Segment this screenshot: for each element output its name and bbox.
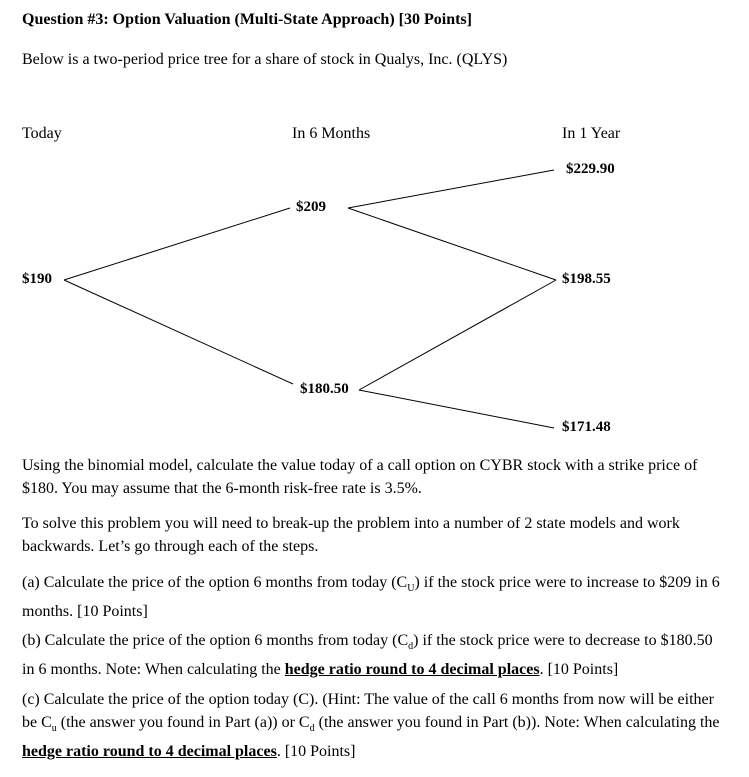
price-down: $180.50 <box>300 381 349 397</box>
line-209-to-19855 <box>348 208 556 280</box>
price-up-up: $229.90 <box>566 161 615 177</box>
line-209-to-22990 <box>348 170 554 208</box>
price-today: $190 <box>22 271 52 287</box>
price-up-down: $198.55 <box>562 271 611 287</box>
part-c: (c) Calculate the price of the option today (C). (Hint: The value of the call 6 months from now will be either be $C_u$ (the answer you found in Part (a)) or $C_d$ (the answer you found in Part (b)). Note: When calculating the hedge ratio round to 4 decimal places. [10 Points] <box>22 691 720 761</box>
column-today: Today <box>22 125 62 142</box>
part-b: (b) Calculate the price of the option 6 months from today $(C_d)$ if the stock price were to decrease to $180.50 in 6 months. Note: When calculating the hedge ratio round to 4 decimal places. [10 Points] <box>22 632 713 679</box>
problem-paragraph: Using the binomial model, calculate the value today of a call option on CYBR stock with a strike price of $180. You may assume that the 6-month risk-free rate is 3.5%. <box>22 457 698 497</box>
intro-text: Below is a two-period price tree for a share of stock in Qualys, Inc. (QLYS) <box>22 51 508 68</box>
column-6-months: In 6 Months <box>292 125 371 142</box>
part-a: (a) Calculate the price of the option 6 months from today $(C_U)$ if the stock price were to increase to $209 in 6 months. [10 Points] <box>22 574 720 621</box>
line-18050-to-17148 <box>359 390 554 428</box>
hedge-ratio-note: hedge ratio round to 4 decimal places <box>22 743 277 761</box>
line-18050-to-19855 <box>359 280 556 390</box>
price-down-down: $171.48 <box>562 419 611 435</box>
line-190-to-18050 <box>64 280 293 384</box>
question-title: Question #3: Option Valuation (Multi-State Approach) [30 Points] <box>22 11 472 28</box>
line-190-to-209 <box>64 208 290 280</box>
instructions-paragraph: To solve this problem you will need to break-up the problem into a number of 2 state models and work backwards. Let’s go through each of the steps. <box>22 515 680 555</box>
price-up: $209 <box>296 199 326 215</box>
column-1-year: In 1 Year <box>562 125 621 142</box>
hedge-ratio-note: hedge ratio round to 4 decimal places <box>284 661 540 679</box>
